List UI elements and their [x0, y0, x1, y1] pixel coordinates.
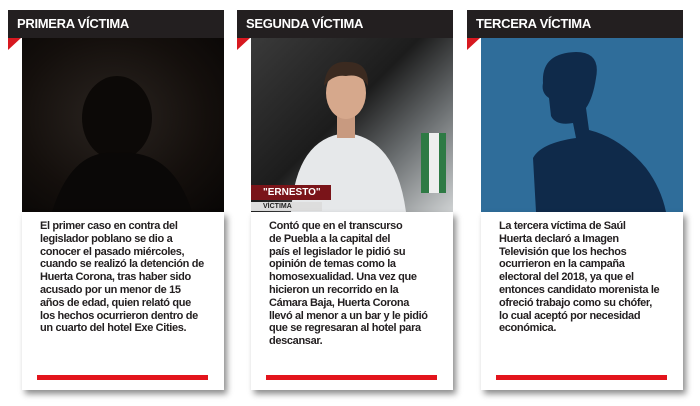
victim-photo-dark — [22, 38, 224, 212]
corner-accent — [467, 38, 480, 50]
red-divider — [496, 375, 667, 380]
text-line: ocurrieron en la campaña — [499, 258, 625, 271]
panel-title: SEGUNDA VÍCTIMA — [237, 10, 453, 38]
text-line: acusado por un menor de 15 — [40, 283, 181, 296]
silhouette-icon — [481, 38, 683, 212]
description-card — [481, 212, 683, 390]
description-text — [269, 220, 449, 348]
text-line: económica. — [499, 322, 557, 335]
text-line: conocer el pasado miércoles, — [40, 245, 185, 258]
text-line: Televisión que los hechos — [499, 245, 627, 258]
caption-role: VÍCTIMA — [251, 202, 322, 211]
description-text — [40, 220, 220, 335]
text-line: hicieron un recorrido en la — [269, 283, 399, 296]
text-line: cuando se realizó la detención de — [40, 258, 204, 271]
text-line: Cámara Baja, Huerta Corona — [269, 296, 410, 309]
text-line: país el legislador le pidió su — [269, 245, 406, 258]
text-line: descansar. — [269, 335, 323, 348]
panel-second-victim — [237, 10, 453, 390]
shadow-figure — [22, 38, 224, 212]
panel-first-victim — [8, 10, 224, 390]
text-line: El primer caso en contra del — [40, 220, 178, 232]
text-line: opinión de temas como la — [269, 258, 396, 271]
text-line: Contó que en el transcurso — [269, 220, 403, 232]
victim-silhouette — [481, 38, 683, 212]
description-card — [22, 212, 224, 390]
text-line: Huerta Corona, tras haber sido — [40, 271, 191, 284]
text-line: los hechos ocurrieron dentro de — [40, 309, 198, 322]
caption-name: "ERNESTO" — [251, 185, 331, 200]
text-line: electoral del 2018, ya que el — [499, 271, 634, 284]
text-line: legislador poblano se dio a — [40, 232, 173, 245]
red-divider — [266, 375, 437, 380]
corner-accent — [8, 38, 21, 50]
text-line: que se regresaran al hotel para — [269, 322, 421, 335]
panel-title: PRIMERA VÍCTIMA — [8, 10, 224, 38]
panel-third-victim — [467, 10, 683, 390]
corner-accent — [237, 38, 250, 50]
panel-title: TERCERA VÍCTIMA — [467, 10, 683, 38]
text-line: entonces candidato morenista le — [499, 283, 660, 296]
text-line: Huerta declaró a Imagen — [499, 232, 619, 245]
text-line: ofreció trabajo como su chófer, — [499, 296, 652, 309]
text-line: un cuarto del hotel Exe Cities. — [40, 322, 187, 335]
red-divider — [37, 375, 208, 380]
text-line: llevó al menor a un bar y le pidió — [269, 309, 428, 322]
description-text — [499, 220, 679, 335]
text-line: años de edad, quien relató que — [40, 296, 191, 309]
text-line: de Puebla a la capital del — [269, 232, 391, 245]
text-line: homosexualidad. Una vez que — [269, 271, 417, 284]
text-line: La tercera víctima de Saúl — [499, 220, 626, 232]
text-line: lo cual aceptó por necesidad — [499, 309, 641, 322]
victim-photo-avatar — [251, 38, 453, 212]
description-card — [251, 212, 453, 390]
